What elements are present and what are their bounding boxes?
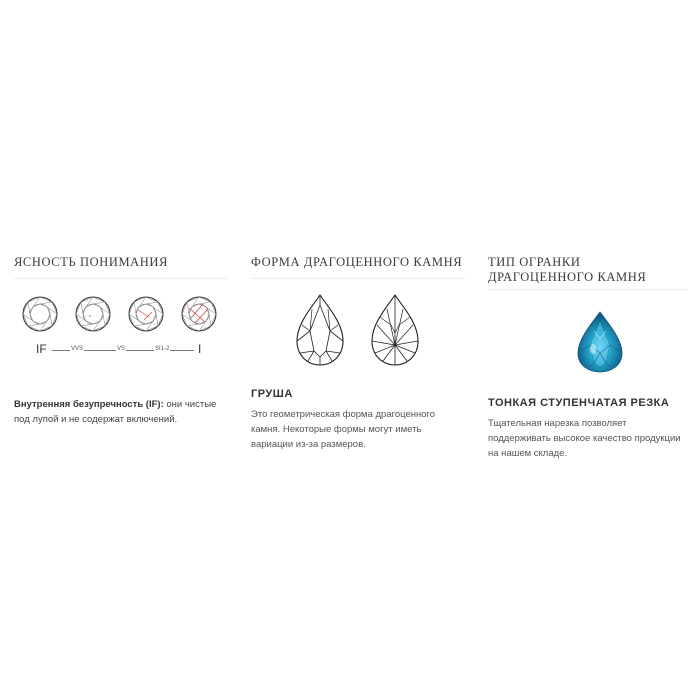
blue-pear-gem-icon xyxy=(576,311,624,373)
clarity-figure xyxy=(14,294,228,364)
round-diamond-icon xyxy=(20,294,226,334)
grade-if: IF xyxy=(36,342,47,356)
pear-shape-icon xyxy=(295,293,425,368)
clarity-title: ЯСНОСТЬ ПОНИМАНИЯ xyxy=(14,255,228,279)
clarity-description-rest: они чистые под лупой и не содержат включений. xyxy=(14,399,217,425)
clarity-description-bold: Внутренняя безупречность (IF): xyxy=(14,399,164,410)
grade-i: I xyxy=(198,342,202,356)
clarity-scale xyxy=(14,342,228,356)
shape-name: ГРУША xyxy=(251,388,293,400)
cut-section xyxy=(488,255,688,471)
grade-si: SI1-2 xyxy=(155,346,170,352)
shape-section xyxy=(251,255,465,462)
cut-title: ТИП ОГРАНКИ ДРАГОЦЕННОГО КАМНЯ xyxy=(488,255,688,290)
grade-vvs: VVS xyxy=(71,346,84,352)
shape-title: ФОРМА ДРАГОЦЕННОГО КАМНЯ xyxy=(251,255,465,279)
clarity-section xyxy=(14,255,228,437)
grade-vs: VS xyxy=(117,346,126,352)
cut-description: Тщательная нарезка позволяет поддерживать высокое качество продукции на нашем складе. xyxy=(488,418,681,459)
shape-description: Это геометрическая форма драгоценного камня. Некоторые формы могут иметь вариации из-за размеров. xyxy=(251,409,436,450)
shape-figure xyxy=(251,293,465,368)
cut-figure xyxy=(488,303,688,383)
cut-name: ТОНКАЯ СТУПЕНЧАТАЯ РЕЗКА xyxy=(488,397,670,409)
clarity-description xyxy=(14,397,228,427)
